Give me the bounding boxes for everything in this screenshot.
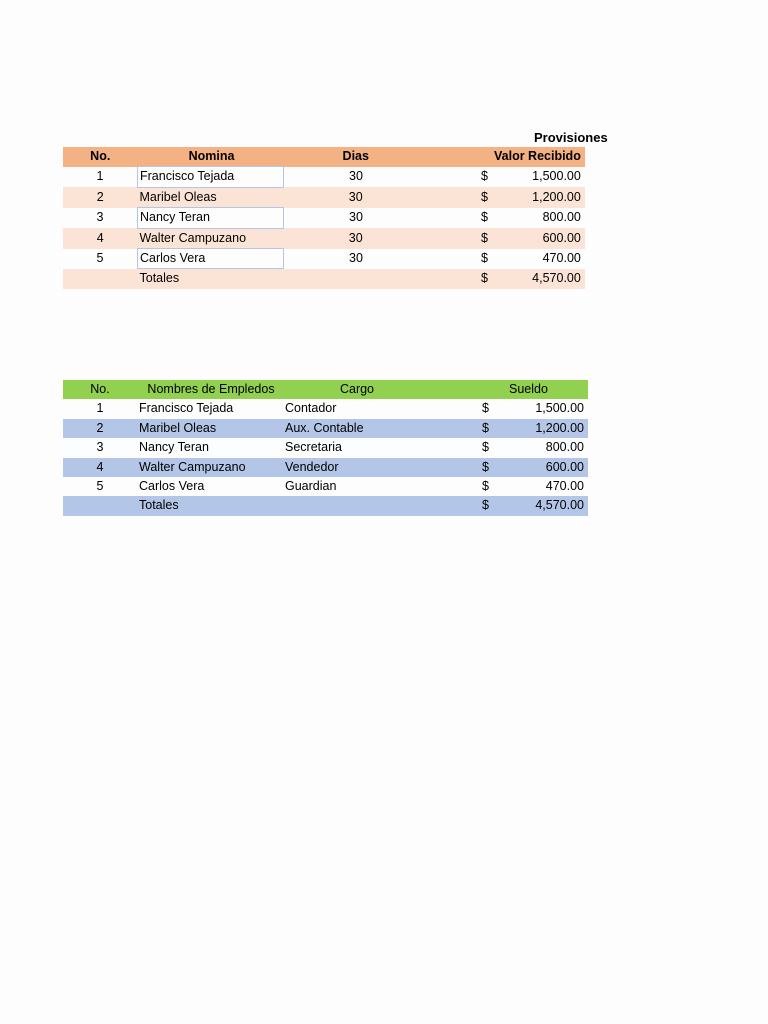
- table-row: [63, 249, 585, 269]
- employee-name[interactable]: Nancy Teran: [139, 440, 209, 455]
- currency-symbol[interactable]: $: [481, 210, 488, 225]
- amount-value[interactable]: 470.00: [542, 251, 581, 266]
- row-number[interactable]: 1: [96, 169, 104, 184]
- salary-value[interactable]: 1,200.00: [495, 419, 588, 438]
- row-number[interactable]: 5: [96, 251, 104, 266]
- totals-label[interactable]: Totales: [138, 269, 284, 289]
- currency-symbol[interactable]: $: [429, 458, 495, 477]
- header-nomina[interactable]: Nomina: [138, 147, 284, 167]
- table-row: [63, 187, 585, 207]
- totals-amount[interactable]: 4,570.00: [495, 496, 588, 515]
- currency-symbol[interactable]: $: [482, 440, 489, 455]
- days-value[interactable]: 30: [349, 169, 363, 184]
- amount-value[interactable]: 1,200.00: [494, 187, 585, 207]
- table-header-row: [63, 380, 588, 399]
- employee-name[interactable]: Nancy Teran: [138, 208, 284, 228]
- totals-cargo-cell[interactable]: [283, 496, 429, 515]
- job-title[interactable]: Guardian: [285, 479, 337, 494]
- row-number[interactable]: 2: [63, 187, 138, 207]
- amount-value[interactable]: 800.00: [542, 210, 581, 225]
- table-row: [63, 419, 588, 438]
- empleados-table: [63, 380, 588, 516]
- header-nombres[interactable]: Nombres de Empledos: [137, 380, 283, 399]
- job-title[interactable]: Secretaria: [285, 440, 342, 455]
- table-row: [63, 458, 588, 477]
- totals-row: [63, 269, 585, 289]
- row-number[interactable]: 4: [63, 228, 138, 248]
- days-value[interactable]: 30: [284, 187, 429, 207]
- header-no[interactable]: No.: [63, 380, 137, 399]
- table-row: [63, 477, 588, 496]
- days-value[interactable]: 30: [349, 210, 363, 225]
- header-valor-currency-cell[interactable]: [428, 147, 494, 167]
- employee-name[interactable]: Francisco Tejada: [139, 401, 234, 416]
- header-cargo[interactable]: Cargo: [283, 380, 429, 399]
- currency-symbol[interactable]: $: [429, 419, 495, 438]
- currency-symbol[interactable]: $: [481, 251, 488, 266]
- salary-value[interactable]: 470.00: [545, 479, 584, 494]
- sheet-title: Provisiones: [534, 130, 608, 145]
- header-no[interactable]: No.: [63, 147, 138, 167]
- currency-symbol[interactable]: $: [482, 479, 489, 494]
- totals-amount[interactable]: 4,570.00: [494, 269, 585, 289]
- employee-name[interactable]: Francisco Tejada: [138, 167, 284, 187]
- table-header-row: [63, 147, 585, 167]
- table-row: [63, 438, 588, 457]
- table-row: [63, 167, 585, 187]
- totals-row: [63, 496, 588, 515]
- currency-symbol[interactable]: $: [481, 169, 488, 184]
- job-title[interactable]: Aux. Contable: [283, 419, 429, 438]
- currency-symbol[interactable]: $: [482, 401, 489, 416]
- employee-name[interactable]: Walter Campuzano: [137, 458, 283, 477]
- row-number[interactable]: 5: [96, 479, 104, 494]
- employee-name[interactable]: Carlos Vera: [139, 479, 205, 494]
- nomina-table: [63, 147, 585, 289]
- salary-value[interactable]: 800.00: [545, 440, 584, 455]
- totals-days-cell[interactable]: [284, 269, 429, 289]
- currency-symbol[interactable]: $: [428, 187, 494, 207]
- row-number[interactable]: 3: [96, 210, 104, 225]
- employee-name[interactable]: Maribel Oleas: [138, 187, 284, 207]
- totals-label[interactable]: Totales: [137, 496, 283, 515]
- currency-symbol[interactable]: $: [428, 269, 494, 289]
- row-number[interactable]: 4: [63, 458, 137, 477]
- employee-name[interactable]: Carlos Vera: [138, 249, 284, 269]
- row-number[interactable]: 2: [63, 419, 137, 438]
- currency-symbol[interactable]: $: [428, 228, 494, 248]
- table-row: [63, 208, 585, 228]
- amount-value[interactable]: 1,500.00: [532, 169, 581, 184]
- currency-symbol[interactable]: $: [429, 496, 495, 515]
- table-row: [63, 399, 588, 418]
- row-number[interactable]: 3: [96, 440, 104, 455]
- salary-value[interactable]: 600.00: [495, 458, 588, 477]
- table-row: [63, 228, 585, 248]
- row-number[interactable]: 1: [96, 401, 104, 416]
- job-title[interactable]: Vendedor: [283, 458, 429, 477]
- salary-value[interactable]: 1,500.00: [535, 401, 584, 416]
- header-sueldo[interactable]: Sueldo: [495, 380, 588, 399]
- header-valor-recibido[interactable]: Valor Recibido: [494, 147, 585, 167]
- employee-name[interactable]: Walter Campuzano: [138, 228, 284, 248]
- header-sueldo-currency-cell[interactable]: [429, 380, 495, 399]
- totals-empty-cell[interactable]: [63, 269, 138, 289]
- job-title[interactable]: Contador: [285, 401, 337, 416]
- header-dias[interactable]: Dias: [284, 147, 429, 167]
- days-value[interactable]: 30: [284, 228, 429, 248]
- amount-value[interactable]: 600.00: [494, 228, 585, 248]
- days-value[interactable]: 30: [349, 251, 363, 266]
- employee-name[interactable]: Maribel Oleas: [137, 419, 283, 438]
- totals-empty-cell[interactable]: [63, 496, 137, 515]
